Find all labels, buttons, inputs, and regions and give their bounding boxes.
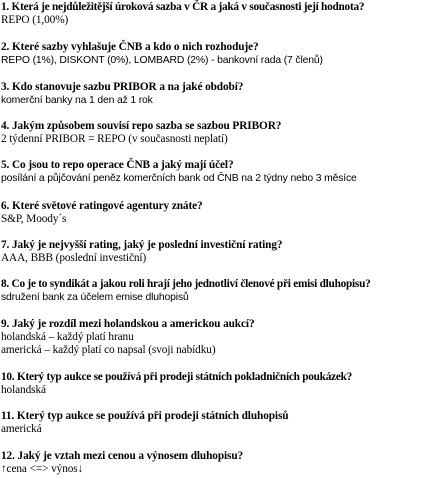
answer-5: posílání a půjčování peněz komerčních bank od ČNB na 2 týdny nebo 3 měsíce (1, 173, 357, 184)
answer-8: sdružení bank za účelem emise dluhopisů (1, 292, 189, 303)
question-11: 11. Který typ aukce se používá při prodeji státních dluhopisů (1, 410, 289, 422)
answer-3: komerční banky na 1 den až 1 rok (1, 95, 153, 106)
qa-item-7 (1, 239, 428, 265)
question-9: 9. Jaký je rozdíl mezi holandskou a americkou aukcí? (1, 318, 255, 330)
qa-item-4 (1, 120, 428, 146)
answer-9-line-1: holandská – každý platí hranu (1, 331, 134, 343)
qa-item-8 (1, 278, 428, 304)
question-2: 2. Které sazby vyhlašuje ČNB a kdo o nich rozhoduje? (1, 41, 259, 53)
qa-item-12 (1, 450, 428, 476)
answer-6: S&P, Moody´s (1, 213, 67, 225)
question-8: 8. Co je to syndikát a jakou roli hrají jeho jednotliví členové při emisi dluhopisu? (1, 278, 371, 290)
answer-7: AAA, BBB (poslední investiční) (1, 252, 147, 264)
qa-item-10 (1, 371, 428, 397)
answer-2: REPO (1%), DISKONT (0%), LOMBARD (2%) - bankovní rada (7 členů) (1, 55, 323, 66)
question-5: 5. Co jsou to repo operace ČNB a jaký mají účel? (1, 159, 234, 171)
qa-item-1 (1, 1, 428, 27)
answer-12: ↑cena <=> výnos↓ (1, 463, 84, 475)
answer-9-line-2: americká – každý platí co napsal (svoji nabídku) (1, 344, 216, 356)
question-3: 3. Kdo stanovuje sazbu PRIBOR a na jaké období? (1, 81, 244, 93)
qa-item-2 (1, 41, 428, 67)
qa-item-3 (1, 81, 428, 107)
qa-item-11 (1, 410, 428, 436)
question-7: 7. Jaký je nejvyšší rating, jaký je poslední investiční rating? (1, 239, 283, 251)
answer-4: 2 týdenní PRIBOR = REPO (v současnosti neplatí) (1, 133, 228, 145)
answer-1: REPO (1,00%) (1, 14, 69, 26)
question-10: 10. Který typ aukce se používá při prodeji státních pokladničních poukázek? (1, 371, 353, 383)
question-1: 1. Která je nejdůležitější úroková sazba v ČR a jaká v současnosti její hodnota? (1, 1, 365, 13)
question-4: 4. Jakým způsobem souvisí repo sazba se sazbou PRIBOR? (1, 120, 282, 132)
qa-item-6 (1, 200, 428, 226)
qa-item-9 (1, 318, 428, 357)
qa-item-5 (1, 159, 428, 185)
answer-10: holandská (1, 384, 46, 396)
question-6: 6. Které světové ratingové agentury znáte? (1, 200, 203, 212)
answer-11: americká (1, 423, 42, 435)
question-12: 12. Jaký je vztah mezi cenou a výnosem dluhopisu? (1, 450, 244, 462)
